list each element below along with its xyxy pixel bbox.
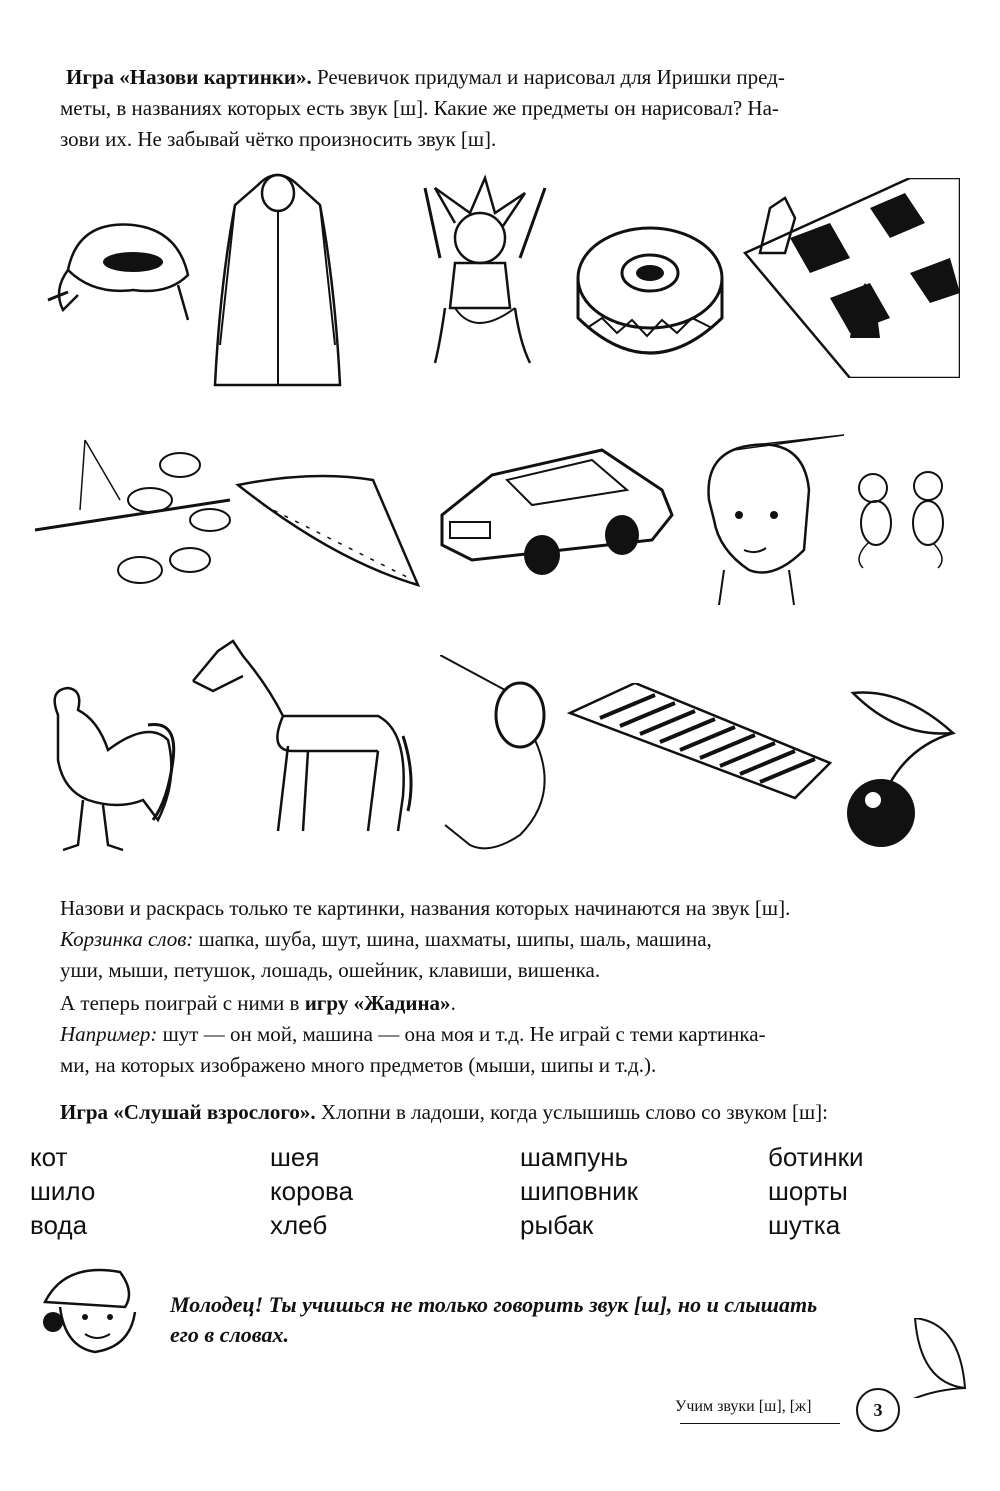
- word-column-2: [270, 1140, 500, 1242]
- word-column-1: [30, 1140, 260, 1242]
- greedy-game-title: игру «Жадина»: [304, 991, 451, 1015]
- word: шутка: [768, 1210, 841, 1240]
- intro-line-1: [60, 62, 960, 93]
- greedy-line-1: [60, 988, 960, 1019]
- word-column-3: [520, 1140, 750, 1242]
- intro-text-1: Речевичок придумал и нарисовал для Иришки пред-: [317, 65, 785, 89]
- word: кот: [30, 1142, 68, 1172]
- listen-line: [60, 1097, 960, 1128]
- word: шорты: [768, 1176, 848, 1206]
- example-text-1: шут — он мой, машина — она моя и т.д. Не играй с теми картинка-: [157, 1022, 766, 1046]
- word: шампунь: [520, 1142, 629, 1172]
- picture-gnome: [35, 1262, 155, 1362]
- picture-jester: [395, 168, 575, 378]
- picture-shawl: [233, 470, 423, 590]
- listen-paragraph: [60, 1097, 960, 1128]
- picture-fur-coat: [210, 165, 345, 395]
- picture-horse: [188, 636, 418, 841]
- praise-line-1: Молодец! Ты учишься не только говорить звук [ш], но и слышать: [170, 1292, 818, 1317]
- picture-car: [432, 440, 682, 580]
- picture-hat: [38, 200, 198, 330]
- word: хлеб: [270, 1210, 328, 1240]
- picture-rooster: [28, 680, 188, 855]
- picture-tire: [572, 218, 727, 378]
- task-paragraph: [60, 893, 960, 986]
- basket-line-2: уши, мыши, петушок, лошадь, ошейник, клавиши, вишенка.: [60, 958, 601, 982]
- intro-line-3: зови их. Не забывай чётко произносить звук [ш].: [60, 127, 497, 151]
- listen-text: Хлопни в ладоши, когда услышишь слово со звуком [ш]:: [315, 1100, 829, 1124]
- word: ботинки: [768, 1142, 864, 1172]
- praise-text: [170, 1290, 970, 1350]
- basket-line-1: [60, 924, 960, 955]
- word: вода: [30, 1210, 88, 1240]
- basket-label: Корзинка слов:: [60, 927, 194, 951]
- praise-line-2: его в словах.: [170, 1322, 289, 1347]
- intro-game-title: Игра «Назови картинки».: [66, 65, 312, 89]
- word: корова: [270, 1176, 354, 1206]
- greedy-dot: .: [450, 991, 456, 1015]
- picture-chess: [740, 178, 960, 378]
- greedy-intro: А теперь поиграй с ними в: [60, 991, 305, 1015]
- footer-title: Учим звуки [ш], [ж]: [675, 1398, 812, 1415]
- page-number: 3: [856, 1388, 900, 1432]
- word: шиповник: [520, 1176, 638, 1206]
- picture-boy-head: [694, 430, 844, 610]
- leaf-icon: [885, 1318, 970, 1398]
- word-column-4: [768, 1140, 998, 1242]
- picture-mice: [848, 458, 958, 573]
- word: шея: [270, 1142, 320, 1172]
- intro-line-2: меты, в названиях которых есть звук [ш]. Какие же предметы он нарисовал? На-: [60, 96, 779, 120]
- listen-game-title: Игра «Слушай взрослого».: [60, 1100, 316, 1124]
- greedy-paragraph: [60, 988, 960, 1081]
- word: рыбак: [520, 1210, 594, 1240]
- picture-rose-hip: [30, 430, 240, 605]
- word: шило: [30, 1176, 96, 1206]
- task-text: Назови и раскрась только те картинки, названия которых начинаются на звук [ш].: [60, 896, 791, 920]
- example-label: Например:: [60, 1022, 158, 1046]
- picture-cherry: [843, 688, 963, 858]
- example-line-1: [60, 1019, 960, 1050]
- intro-paragraph: [60, 62, 960, 155]
- basket-words-1: шапка, шуба, шут, шина, шахматы, шипы, шаль, машина,: [193, 927, 712, 951]
- picture-collar: [440, 655, 560, 860]
- footer-divider: [680, 1423, 840, 1424]
- example-line-2: ми, на которых изображено много предметов (мыши, шипы и т.д.).: [60, 1053, 657, 1077]
- task-line-1: [60, 893, 960, 924]
- picture-keyboard: [565, 683, 835, 803]
